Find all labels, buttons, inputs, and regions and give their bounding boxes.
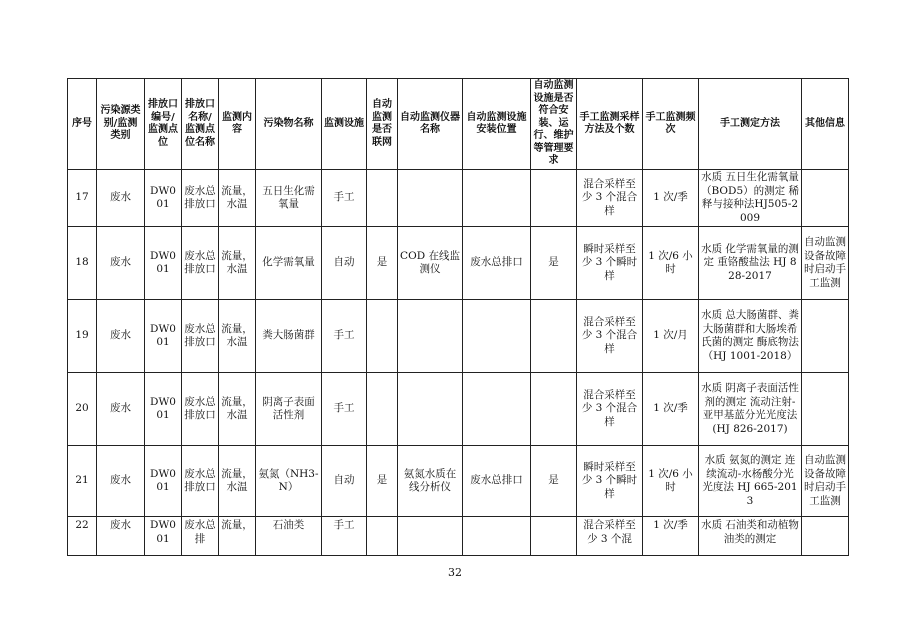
cell-outlet-name: 废水总排 <box>182 517 219 556</box>
cell-no: 20 <box>68 373 97 446</box>
cell-facility: 手工 <box>322 170 367 227</box>
cell-frequency: 1 次/6 小时 <box>643 446 699 517</box>
cell-outlet-name: 废水总排放口 <box>182 373 219 446</box>
cell-outlet-code: DW001 <box>145 446 182 517</box>
cell-location <box>463 517 531 556</box>
header-cell: 监测设施 <box>322 79 367 170</box>
header-row <box>68 79 849 170</box>
cell-other <box>802 170 849 227</box>
cell-networked <box>367 170 398 227</box>
cell-networked <box>367 373 398 446</box>
cell-pollutant: 氨氮（NH3-N） <box>256 446 322 517</box>
cell-frequency: 1 次/季 <box>643 170 699 227</box>
cell-compliant: 是 <box>531 227 577 300</box>
cell-instrument: COD 在线监测仪 <box>398 227 463 300</box>
header-cell: 手工监测频次 <box>643 79 699 170</box>
cell-frequency: 1 次/6 小时 <box>643 227 699 300</box>
header-cell: 自动监测是否联网 <box>367 79 398 170</box>
cell-sampling: 瞬时采样至少 3 个瞬时样 <box>577 446 643 517</box>
cell-compliant: 是 <box>531 446 577 517</box>
cell-pollutant: 化学需氧量 <box>256 227 322 300</box>
table-row <box>68 446 849 517</box>
cell-content: 流量，水温 <box>219 170 256 227</box>
cell-networked <box>367 517 398 556</box>
cell-outlet-code: DW001 <box>145 300 182 373</box>
cell-outlet-name: 废水总排放口 <box>182 170 219 227</box>
cell-outlet-code: DW001 <box>145 373 182 446</box>
cell-facility: 手工 <box>322 373 367 446</box>
cell-instrument <box>398 517 463 556</box>
cell-compliant <box>531 170 577 227</box>
table-row <box>68 373 849 446</box>
monitoring-table <box>67 78 849 556</box>
cell-facility: 手工 <box>322 300 367 373</box>
cell-location <box>463 373 531 446</box>
cell-sampling: 瞬时采样至少 3 个瞬时样 <box>577 227 643 300</box>
cell-compliant <box>531 517 577 556</box>
cell-content: 流量，水温 <box>219 300 256 373</box>
cell-location: 废水总排口 <box>463 446 531 517</box>
cell-other: 自动监测设备故障时启动手工监测 <box>802 227 849 300</box>
cell-no: 17 <box>68 170 97 227</box>
cell-pollutant: 阴离子表面活性剂 <box>256 373 322 446</box>
table-row <box>68 170 849 227</box>
cell-no: 18 <box>68 227 97 300</box>
cell-method: 水质 石油类和动植物油类的测定 <box>699 517 802 556</box>
cell-compliant <box>531 300 577 373</box>
cell-sampling: 混合采样至少 3 个混合样 <box>577 373 643 446</box>
cell-content: 流量，水温 <box>219 446 256 517</box>
cell-outlet-code: DW001 <box>145 170 182 227</box>
cell-instrument <box>398 373 463 446</box>
cell-method: 水质 总大肠菌群、粪大肠菌群和大肠埃希氏菌的测定 酶底物法（HJ 1001-2018） <box>699 300 802 373</box>
cell-no: 21 <box>68 446 97 517</box>
cell-other <box>802 373 849 446</box>
page-number: 32 <box>448 566 462 579</box>
cell-pollutant: 石油类 <box>256 517 322 556</box>
cell-no: 22 <box>68 517 97 556</box>
cell-outlet-code: DW001 <box>145 227 182 300</box>
header-cell: 自动监测设施是否符合安装、运行、维护等管理要求 <box>531 79 577 170</box>
cell-other <box>802 300 849 373</box>
table-row <box>68 300 849 373</box>
table-row <box>68 517 849 556</box>
cell-method: 水质 阴离子表面活性剂的测定 流动注射-亚甲基蓝分光光度法(HJ 826-2017) <box>699 373 802 446</box>
cell-pollutant: 粪大肠菌群 <box>256 300 322 373</box>
cell-location: 废水总排口 <box>463 227 531 300</box>
cell-sampling: 混合采样至少 3 个混 <box>577 517 643 556</box>
cell-category: 废水 <box>97 227 145 300</box>
cell-outlet-name: 废水总排放口 <box>182 300 219 373</box>
cell-instrument: 氨氮水质在线分析仪 <box>398 446 463 517</box>
cell-outlet-name: 废水总排放口 <box>182 446 219 517</box>
cell-outlet-name: 废水总排放口 <box>182 227 219 300</box>
cell-content: 流量，水温 <box>219 373 256 446</box>
cell-pollutant: 五日生化需氧量 <box>256 170 322 227</box>
cell-networked: 是 <box>367 446 398 517</box>
cell-facility: 手工 <box>322 517 367 556</box>
header-cell: 污染源类别/监测类别 <box>97 79 145 170</box>
header-cell: 手工测定方法 <box>699 79 802 170</box>
cell-no: 19 <box>68 300 97 373</box>
cell-other <box>802 517 849 556</box>
header-cell: 污染物名称 <box>256 79 322 170</box>
header-cell: 自动监测仪器名称 <box>398 79 463 170</box>
cell-networked: 是 <box>367 227 398 300</box>
cell-method: 水质 化学需氧量的测定 重铬酸盐法 HJ 828-2017 <box>699 227 802 300</box>
cell-facility: 自动 <box>322 446 367 517</box>
cell-frequency: 1 次/季 <box>643 517 699 556</box>
cell-sampling: 混合采样至少 3 个混合样 <box>577 170 643 227</box>
cell-outlet-code: DW001 <box>145 517 182 556</box>
cell-sampling: 混合采样至少 3 个混合样 <box>577 300 643 373</box>
cell-content: 流量，水温 <box>219 227 256 300</box>
cell-networked <box>367 300 398 373</box>
header-cell: 排放口名称/监测点位名称 <box>182 79 219 170</box>
cell-category: 废水 <box>97 446 145 517</box>
cell-compliant <box>531 373 577 446</box>
cell-method: 水质 氨氮的测定 连续流动-水杨酸分光光度法 HJ 665-2013 <box>699 446 802 517</box>
cell-category: 废水 <box>97 170 145 227</box>
header-cell: 手工监测采样方法及个数 <box>577 79 643 170</box>
cell-other: 自动监测设备故障时启动手工监测 <box>802 446 849 517</box>
cell-frequency: 1 次/季 <box>643 373 699 446</box>
cell-method: 水质 五日生化需氧量（BOD5）的测定 稀释与接种法HJ505-2009 <box>699 170 802 227</box>
header-cell: 排放口编号/监测点位 <box>145 79 182 170</box>
cell-category: 废水 <box>97 517 145 556</box>
cell-instrument <box>398 170 463 227</box>
cell-location <box>463 170 531 227</box>
cell-category: 废水 <box>97 300 145 373</box>
cell-category: 废水 <box>97 373 145 446</box>
cell-location <box>463 300 531 373</box>
header-cell: 监测内容 <box>219 79 256 170</box>
cell-instrument <box>398 300 463 373</box>
cell-facility: 自动 <box>322 227 367 300</box>
table-row <box>68 227 849 300</box>
header-cell: 其他信息 <box>802 79 849 170</box>
cell-frequency: 1 次/月 <box>643 300 699 373</box>
header-cell: 序号 <box>68 79 97 170</box>
cell-content: 流量， <box>219 517 256 556</box>
header-cell: 自动监测设施安装位置 <box>463 79 531 170</box>
